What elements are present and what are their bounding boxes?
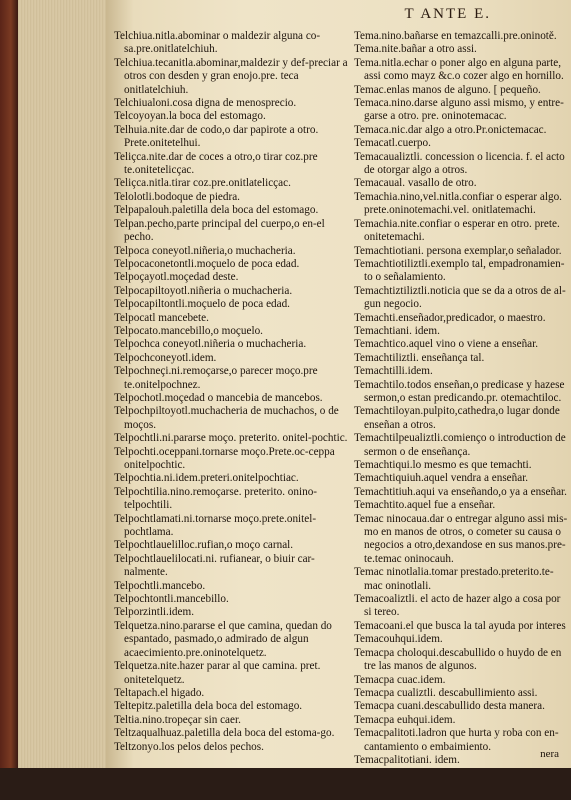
- dictionary-entry: Telpochca coneyotl.niñeria o muchacheria.: [114, 338, 307, 351]
- dictionary-entry: Telpochtlamati.ni.tornarse moço.prete.onitel-pochtlama.: [114, 512, 317, 539]
- dictionary-entry: Telpochtia.ni.idem.preteri.onitelpochtiac.: [114, 472, 299, 485]
- dictionary-entry: Telpocato.mancebillo,o moçuelo.: [114, 324, 263, 337]
- dictionary-entry: Temacoaliztli. el acto de hazer algo a cosa por si tereo.: [354, 593, 561, 619]
- dictionary-entry: Teltzaqualhuaz.paletilla dela boca del estoma-go.: [114, 727, 335, 740]
- dictionary-entry: Temac ninotlalia.tomar prestado.preterito.te-mac oninotlali.: [354, 566, 554, 592]
- dictionary-entry: Temachtiotiliztli.exemplo tal, empadronamien-to o señalamiento.: [354, 257, 565, 284]
- dictionary-entry: Telpoca coneyotl.niñeria,o muchacheria.: [114, 244, 296, 257]
- dictionary-entry: Telpochneçi.ni.remoçarse,o parecer moço.pre te.onitelpochnez.: [114, 365, 318, 391]
- dictionary-entry: Tema.nite.bañar a otro assi.: [354, 43, 477, 56]
- dictionary-entry: Telporzintli.idem.: [114, 606, 194, 619]
- dictionary-entry: Temaca.nic.dar algo a otro.Pr.onictemacac.: [354, 123, 547, 136]
- dictionary-entry: Telhuia.nite.dar de codo,o dar papirote a otro. Prete.onitetelhui.: [114, 123, 319, 150]
- catchword: nera: [540, 748, 559, 760]
- dictionary-entry: Telpan.pecho,parte principal del cuerpo,o en-el pecho.: [114, 217, 325, 244]
- dictionary-entry: Telpochtli.ni.pararse moço. preterito. onitel-pochtic.: [114, 432, 348, 445]
- dictionary-entry: Telchiua.nitla.abominar o maldezir alguna co-sa.pre.onitlatelchiuh.: [114, 30, 321, 56]
- dictionary-entry: Temachtiquiuh.aquel vendra a enseñar.: [354, 472, 529, 485]
- running-header: T ANTE E.: [404, 6, 491, 22]
- dictionary-entry: Teliçca.nite.dar de coces a otro,o tirar coz.pre te.onitetelicçac.: [114, 150, 318, 177]
- dictionary-entry: Temachtilo.todos enseñan,o predicase y hazese sermon,o estan predicando.pr. otemachtiloc.: [354, 378, 565, 404]
- page-edges: [18, 0, 106, 800]
- dictionary-entry: Telpochconeyotl.idem.: [114, 351, 217, 364]
- dictionary-entry: Telquetza.nino.pararse el que camina, quedan do espantado, pasmado,o admirado de algun acaecimiento.pre.oninotelquetz.: [114, 619, 332, 659]
- dictionary-entry: Teltepitz.paletilla dela boca del estomago.: [114, 700, 303, 713]
- dictionary-entry: Temachti.enseñador,predicador, o maestro.: [354, 311, 546, 324]
- dictionary-entry: Temacpa cuani.descabullido desta manera.: [354, 700, 545, 713]
- dictionary-entry: Telpochpiltoyotl.muchacheria de muchachos, o de moços.: [114, 405, 339, 431]
- dictionary-entry: Telpochtilia.nino.remoçarse. preterito. onino-telpochtili.: [114, 485, 318, 512]
- dictionary-entry: Telpocapiltoyotl.niñeria o muchacheria.: [114, 284, 293, 297]
- dictionary-entry: Temacoani.el que busca la tal ayuda por interes: [354, 619, 566, 632]
- dictionary-entry: Telpoçayotl.moçedad deste.: [114, 271, 239, 284]
- book-spine: [0, 0, 18, 800]
- dictionary-entry: Temacpa cualiztli. descabullimiento assi.: [354, 686, 538, 699]
- dictionary-entry: Telpochtlauelilocati.ni. rufianear, o biuir car-nalmente.: [114, 552, 315, 579]
- dictionary-entry: Temachtitiuh.aqui va enseñando,o ya a enseñar.: [354, 485, 567, 498]
- dictionary-entry: Temacouhqui.idem.: [354, 633, 443, 646]
- dictionary-entry: Temachtiotiani. persona exemplar,o señalador.: [354, 244, 562, 257]
- dictionary-entry: Telpochotl.moçedad o mancebia de mancebos.: [114, 391, 323, 404]
- dictionary-entry: Temachtilli.idem.: [354, 365, 433, 378]
- dictionary-entry: Temachtiqui.lo mesmo es que temachti.: [354, 459, 532, 471]
- dictionary-entry: Teliçca.nitla.tirar coz.pre.onitlatelicçac.: [114, 177, 291, 190]
- dictionary-entry: Temachtico.aquel vino o viene a enseñar.: [354, 338, 539, 351]
- dictionary-entry: Teltzonyo.los pelos delos pechos.: [114, 740, 264, 753]
- dictionary-entry: Tema.nitla.echar o poner algo en alguna parte, assi como mayz &c.o cozer algo en hornillo.: [354, 56, 564, 83]
- dictionary-entry: Telpocapiltontli.moçuelo de poca edad.: [114, 298, 290, 311]
- dictionary-entry: Temachtiliztli. enseñança tal.: [354, 351, 485, 364]
- dictionary-entry: Temachtiani. idem.: [354, 324, 440, 337]
- dictionary-entry: Telpapalouh.paletilla dela boca del estomago.: [114, 204, 319, 217]
- book-page: [106, 0, 571, 800]
- dictionary-entry: Telpochtlauelilloc.rufian,o moço carnal.: [114, 539, 294, 552]
- dictionary-entry: Temaca.nino.darse alguno assi mismo, y entre-garse a otro. pre. oninotemacac.: [354, 97, 564, 123]
- dictionary-entry: Telpochtli.mancebo.: [114, 579, 206, 592]
- dictionary-entry: Teltapach.el higado.: [114, 686, 205, 699]
- left-column: [114, 30, 350, 754]
- dictionary-entry: Temachtiztiliztli.noticia que se da a otros de al-gun negocio.: [354, 284, 566, 311]
- dictionary-entry: Telpocaconetontli.moçuelo de poca edad.: [114, 257, 300, 270]
- dictionary-entry: Temacaual. vasallo de otro.: [354, 177, 477, 190]
- dictionary-entry: Temachtiloyan.pulpito,cathedra,o lugar donde enseñan a otros.: [354, 405, 560, 431]
- dictionary-entry: Temac.enlas manos de alguno. [ pequeño.: [354, 83, 541, 96]
- dictionary-entry: Tema.nino.bañarse en temazcalli.pre.oninotě.: [354, 30, 557, 42]
- dictionary-entry: Telquetza.nite.hazer parar al que camina. pret. onitetelquetz.: [114, 660, 321, 686]
- dictionary-entry: Temacpa euhqui.idem.: [354, 713, 456, 726]
- background-surface: [0, 768, 571, 800]
- dictionary-entry: Temacatl.cuerpo.: [354, 137, 431, 150]
- dictionary-entry: Temacpa choloqui.descabullido o huydo de en tre las manos de algunos.: [354, 646, 562, 673]
- dictionary-entry: Temacpalitotiani. idem.: [354, 753, 460, 766]
- dictionary-entry: Temachia.nino,vel.nitla.confiar o esperar algo. prete.oninotemachi.vel. onitlatemachi.: [354, 190, 562, 217]
- dictionary-entry: Telpochti.oceppani.tornarse moço.Prete.oc-ceppa onitelpochtic.: [114, 445, 335, 471]
- dictionary-entry: Temachtito.aquel fue a enseñar.: [354, 499, 496, 512]
- dictionary-entry: Temac ninocaua.dar o entregar alguno assi mis-mo en manos de otros, o cometer su causa o negocios a otro,dexandose en sus manos.pre-te.temac oninocauh.: [354, 512, 568, 565]
- dictionary-entry: Temacpa cuac.idem.: [354, 673, 446, 686]
- dictionary-entry: Temacpalitoti.ladron que hurta y roba con en-cantamiento o embaimiento.: [354, 727, 559, 753]
- dictionary-entry: Temachia.nite.confiar o esperar en otro. prete. onitetemachi.: [354, 217, 560, 244]
- dictionary-entry: Telpochtontli.mancebillo.: [114, 593, 229, 606]
- dictionary-entry: Teltia.nino.tropeçar sin caer.: [114, 713, 241, 726]
- dictionary-entry: Telolotli.bodoque de piedra.: [114, 190, 240, 203]
- dictionary-entry: Telchiua.tecanitla.abominar,maldezir y def-preciar a otros con desden y gran enojo.pre. teca onitlatelchiuh.: [114, 56, 348, 96]
- dictionary-entry: Telchiualoni.cosa digna de menospreciо.: [114, 97, 297, 110]
- dictionary-entry: Telpocatl mancebete.: [114, 311, 209, 324]
- dictionary-entry: Telcoyoyan.la boca del estomago.: [114, 110, 266, 123]
- dictionary-entry: Temachtilpeualiztli.comienço o introduction de sermon o de enseñança.: [354, 432, 566, 458]
- dictionary-entry: Temacaualiztli. concession o licencia. f. el acto de otorgar algo a otros.: [354, 150, 565, 177]
- right-column: [354, 30, 569, 781]
